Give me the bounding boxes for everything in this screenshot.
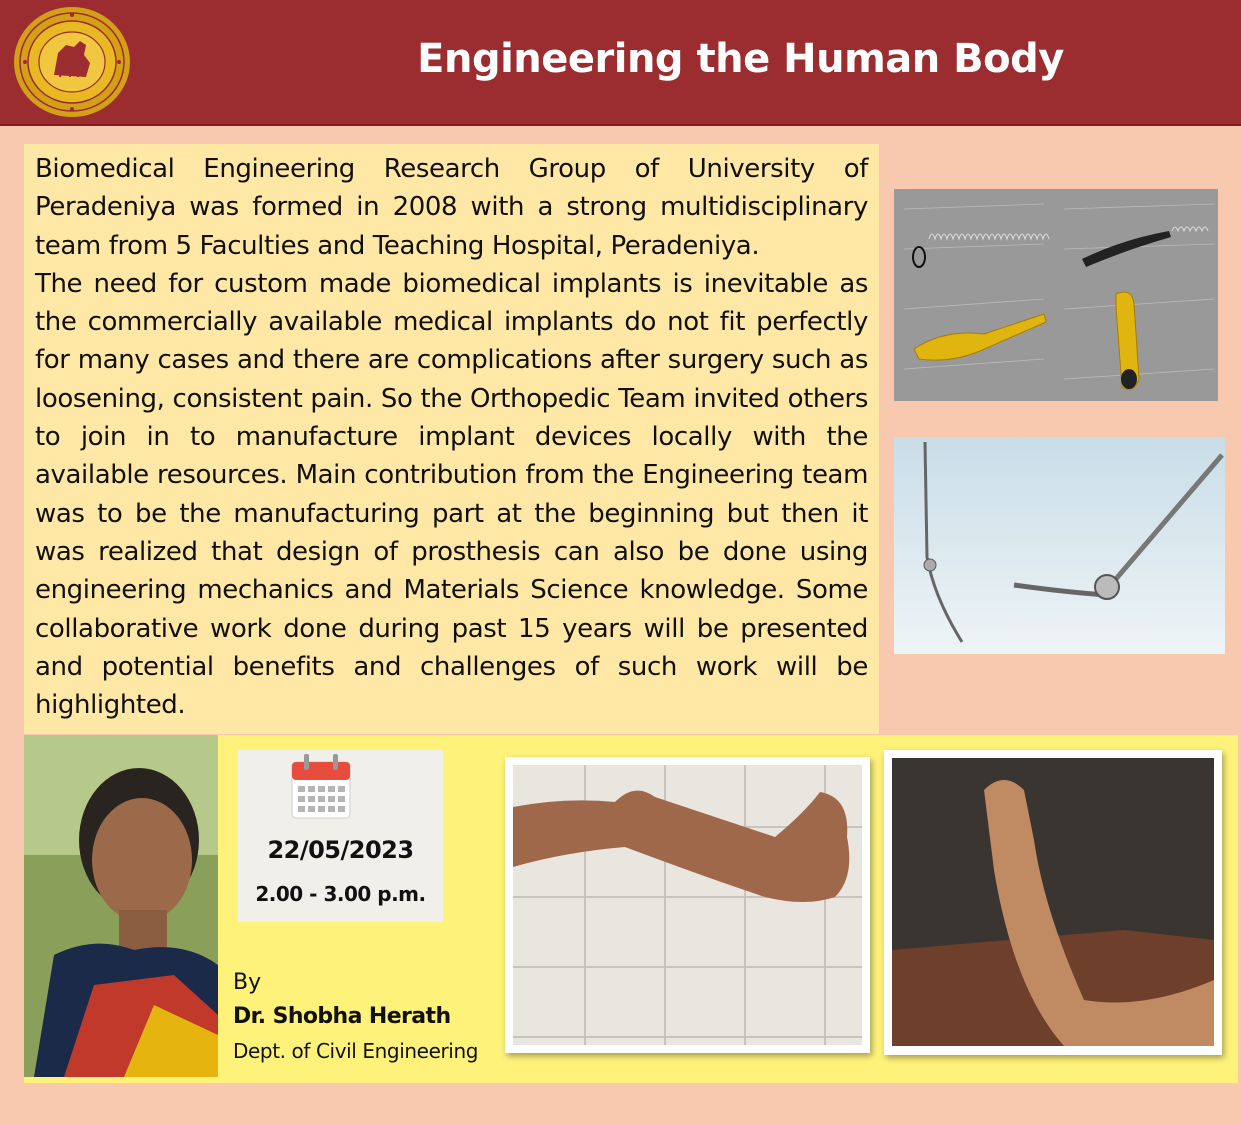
deformed-arm-photo-2 [884,750,1222,1055]
event-date: 22/05/2023 [267,836,414,864]
event-card [238,750,443,922]
page-title: Engineering the Human Body [417,36,1064,82]
prosthesis-cad-image [894,437,1225,654]
by-label: By [233,970,262,995]
abstract-text [35,150,868,724]
abstract-paragraph-2: The need for custom made biomedical implants is inevitable as the commercially available medical implants do not fit perfectly for many cases and there are complications after surgery such as loosening, consistent pain. So the Orthopedic Team invited others to join in to manufacture implant devices locally with the available resources. Main contribution from the Engineering team was to be the manufacturing part at the beginning but then it was realized that design of prosthesis can also be done using engineering mechanics and Materials Science knowledge. Some collaborative work done during past 15 years will be presented and potential benefits and challenges of such work will be highlighted. [35,268,868,721]
calendar-icon [290,752,352,820]
university-crest-logo [12,5,132,119]
abstract-paragraph-1: Biomedical Engineering Research Group of University of Peradeniya was formed in 2008 with a strong multidisciplinary team from 5 Faculties and Teaching Hospital, Peradeniya. [35,154,868,261]
event-time: 2.00 - 3.00 p.m. [255,882,426,906]
header-banner [0,0,1241,126]
deformed-arm-photo-1 [505,757,870,1053]
speaker-department: Dept. of Civil Engineering [233,1039,479,1063]
speaker-name: Dr. Shobha Herath [233,1004,451,1029]
implant-3d-model-image [894,189,1218,401]
speaker-photo [24,735,218,1077]
